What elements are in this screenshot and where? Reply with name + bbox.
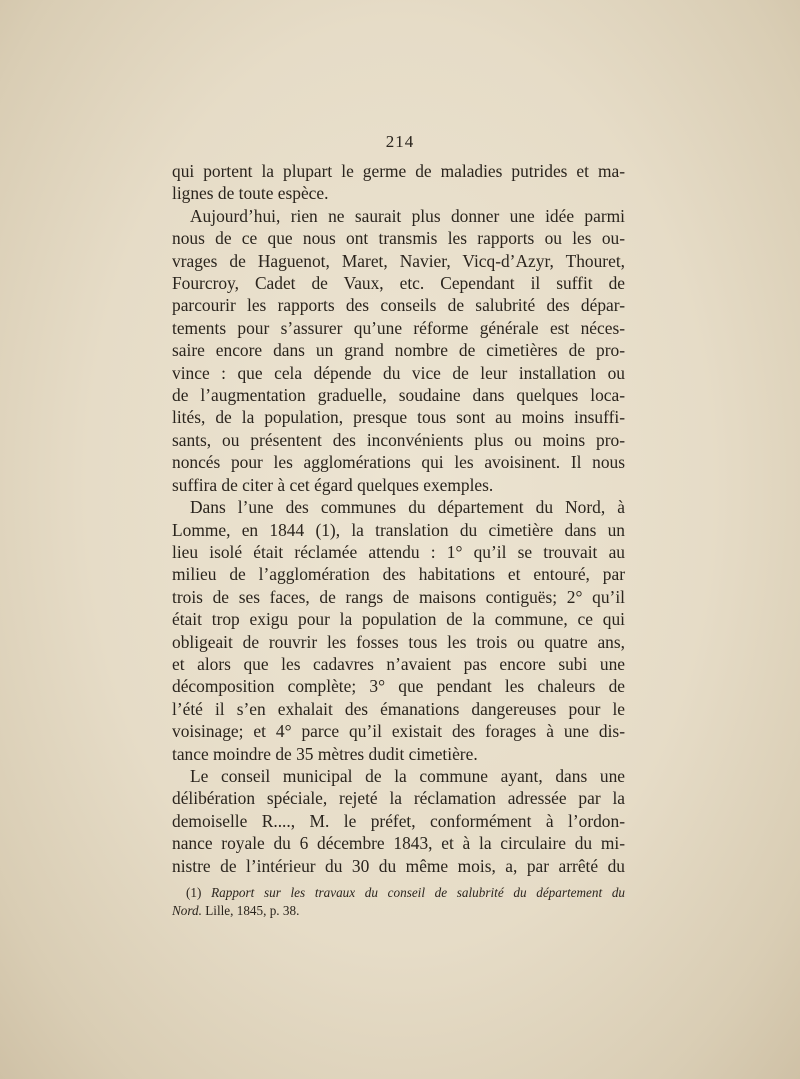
footnote-title-end: Nord. (172, 903, 202, 918)
footnote-line (172, 902, 625, 920)
body-line: tance moindre de 35 mètres dudit cimetière. (172, 743, 478, 764)
body-line: obligeait de rouvrir les fosses tous les trois ou quatre ans, (172, 631, 625, 652)
body-line: demoiselle R...., M. le préfet, conformément à l’ordon- (172, 810, 625, 831)
body-line: qui portent la plupart le germe de maladies putrides et ma- (172, 161, 625, 181)
body-line: lieu isolé était réclamée attendu : 1° qu’il se trouvait au (172, 541, 625, 562)
footnote-marker: (1) (186, 885, 202, 900)
body-line: nistre de l’intérieur du 30 du même mois, a, par arrêté du (172, 855, 625, 876)
footnote-title: Rapport sur les travaux du conseil de salubrité du département du (211, 885, 626, 900)
body-line: tements pour s’assurer qu’une réforme générale est néces- (172, 317, 625, 338)
footnote (172, 884, 625, 920)
body-line: trois de ses faces, de rangs de maisons contiguës; 2° qu’il (172, 586, 625, 607)
body-line: Lomme, en 1844 (1), la translation du cimetière dans un (172, 519, 625, 540)
body-text (172, 160, 625, 877)
body-line: l’été il s’en exhalait des émanations dangereuses pour le (172, 698, 625, 719)
body-line: lités, de la population, presque tous sont au moins insuffi- (172, 407, 625, 428)
body-line: milieu de l’agglomération des habitations et entouré, par (172, 564, 625, 585)
body-line: Aujourd’hui, rien ne saurait plus donner une idée parmi (190, 205, 625, 226)
body-line: saire encore dans un grand nombre de cimetières de pro- (172, 340, 625, 361)
body-line: Fourcroy, Cadet de Vaux, etc. Cependant il suffit de (172, 273, 625, 294)
body-line: vince : que cela dépende du vice de leur installation ou (172, 362, 625, 383)
body-line: suffira de citer à cet égard quelques exemples. (172, 474, 494, 495)
footnote-line (172, 884, 625, 902)
body-line: voisinage; et 4° parce qu’il existait des forages à une dis- (172, 721, 625, 742)
body-line: nance royale du 6 décembre 1843, et à la circulaire du mi- (172, 833, 625, 854)
body-line: noncés pour les agglomérations qui les avoisinent. Il nous (172, 452, 625, 473)
body-line: de l’augmentation graduelle, soudaine dans quelques loca- (172, 385, 625, 406)
body-line: vrages de Haguenot, Maret, Navier, Vicq-d’Azyr, Thouret, (172, 250, 625, 271)
body-line: et alors que les cadavres n’avaient pas encore subi une (172, 653, 625, 674)
page-number: 214 (385, 132, 415, 151)
body-line: lignes de toute espèce. (172, 183, 329, 204)
footnote-citation: Lille, 1845, p. 38. (205, 903, 300, 918)
body-line: nous de ce que nous ont transmis les rapports ou les ou- (172, 228, 625, 249)
body-line: sants, ou présentent des inconvénients plus ou moins pro- (172, 429, 625, 450)
body-line: Dans l’une des communes du département du Nord, à (190, 497, 625, 518)
body-line: était trop exigu pour la population de la commune, ce qui (172, 609, 625, 630)
body-line: délibération spéciale, rejeté la réclamation adressée par la (172, 788, 625, 809)
body-line: Le conseil municipal de la commune ayant, dans une (190, 765, 625, 786)
body-line: décomposition complète; 3° que pendant les chaleurs de (172, 676, 625, 697)
body-line: parcourir les rapports des conseils de salubrité des dépar- (172, 295, 625, 316)
